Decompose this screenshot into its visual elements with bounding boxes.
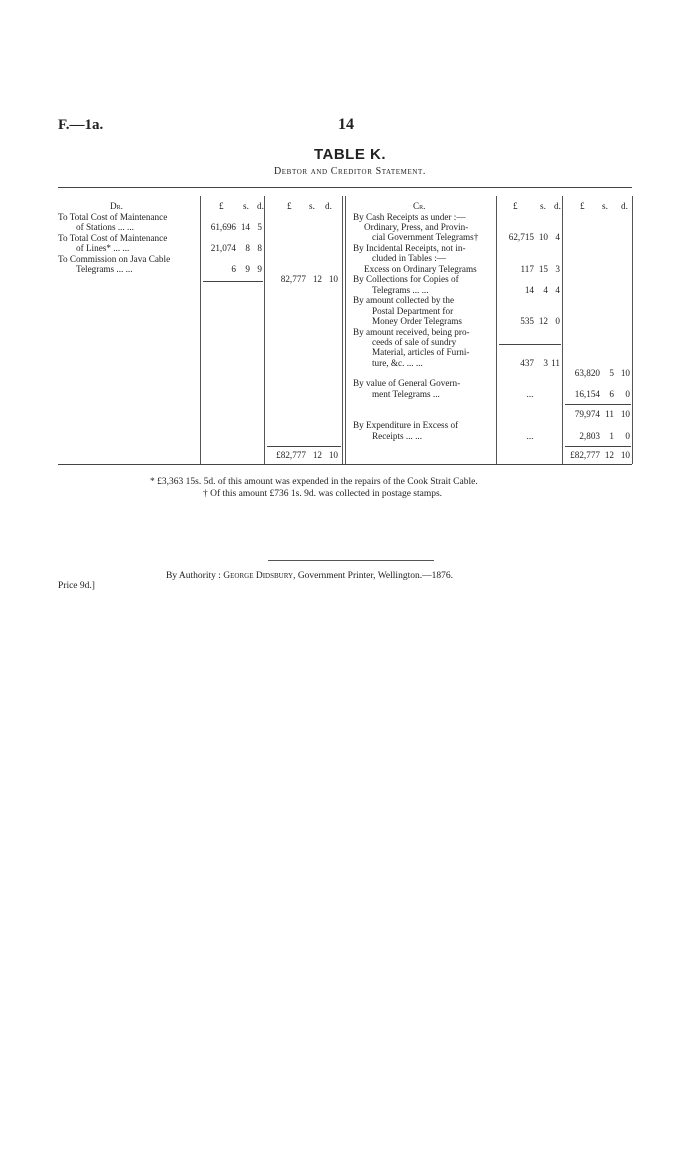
credit-total-shillings-head: s.: [602, 201, 608, 211]
credit-amount-pounds: 62,715: [508, 232, 534, 242]
footnote-stamps: † Of this amount £736 1s. 9d. was collected in postage stamps.: [203, 489, 443, 499]
credit-line: By Cash Receipts as under :—: [353, 212, 466, 222]
debit-amount-pence: 5: [257, 222, 262, 232]
debit-line: To Commission on Java Cable: [58, 254, 171, 264]
debit-subtotal-rule: [203, 281, 263, 282]
credit-line: By Expenditure in Excess of: [353, 420, 459, 430]
col-rule: [632, 196, 633, 464]
debit-amount-shillings: 8: [245, 243, 250, 253]
debit-total-pence-head: d.: [325, 201, 332, 211]
credit-line: By value of General Govern-: [353, 378, 461, 388]
col-rule: [342, 196, 343, 464]
credit-general-gov-pence: 0: [625, 389, 630, 399]
table-subtitle: Debtor and Creditor Statement.: [273, 166, 427, 177]
credit-pounds-head: £: [513, 201, 518, 211]
credit-amount-pence: 4: [555, 232, 560, 242]
credit-amount-pounds: 14: [524, 285, 534, 295]
credit-line: By amount received, being pro-: [353, 327, 470, 337]
credit-amount-shillings: 15: [538, 264, 548, 274]
table-top-rule: [58, 187, 632, 188]
debit-amount-shillings: 9: [245, 264, 250, 274]
debit-pence-head: d.: [257, 201, 264, 211]
debit-shillings-head: s.: [243, 201, 249, 211]
debit-grand-total-pounds: £82,777: [276, 450, 306, 460]
credit-grand-total-pounds: £82,777: [570, 450, 600, 460]
credit-subtotal-shillings: 5: [609, 368, 614, 378]
debit-amount-pounds: 6: [231, 264, 236, 274]
credit-amount-shillings: 3: [543, 358, 548, 368]
credit-line: By Collections for Copies of: [353, 274, 459, 284]
credit-subtotal-pounds: 79,974: [574, 409, 600, 419]
credit-amount-pence: 4: [555, 285, 560, 295]
credit-line: Receipts ... ...: [372, 431, 423, 441]
credit-line: By amount collected by the: [353, 295, 455, 305]
debit-amount-pounds: 21,074: [210, 243, 236, 253]
debit-grand-total-pence: 10: [328, 450, 338, 460]
debit-heading: Dr.: [110, 201, 123, 211]
credit-subtotal-rule: [565, 404, 631, 405]
report-reference: F.—1a.: [58, 117, 104, 133]
credit-line: Telegrams ... ...: [372, 285, 429, 295]
credit-line: Ordinary, Press, and Provin-: [364, 222, 469, 232]
credit-shillings-head: s.: [540, 201, 546, 211]
price: Price 9d.]: [58, 581, 95, 591]
table-bottom-rule: [58, 464, 632, 465]
credit-amount-pounds: 535: [520, 316, 534, 326]
col-rule: [496, 196, 497, 464]
credit-subtotal-pounds: 63,820: [574, 368, 600, 378]
credit-total-pence-head: d.: [621, 201, 628, 211]
credit-general-gov-pounds: 16,154: [574, 389, 600, 399]
credit-subtotal-rule: [499, 344, 561, 345]
credit-excess-pounds: 2,803: [579, 431, 600, 441]
credit-line: Money Order Telegrams: [372, 316, 463, 326]
credit-grand-total-pence: 10: [620, 450, 630, 460]
credit-amount-pounds: 437: [520, 358, 534, 368]
credit-line: ment Telegrams ...: [372, 389, 440, 399]
credit-line: ture, &c. ... ...: [372, 358, 423, 368]
credit-subtotal-pence: 10: [620, 368, 630, 378]
credit-total-pounds-head: £: [580, 201, 585, 211]
debit-total-pounds-head: £: [287, 201, 292, 211]
col-rule: [200, 196, 201, 464]
debit-amount-pence: 8: [257, 243, 262, 253]
credit-line: Material, articles of Furni-: [372, 347, 470, 357]
debit-line: of Stations ... ...: [76, 222, 134, 232]
credit-amount-pounds: 117: [520, 264, 534, 274]
debit-line: of Lines* ... ...: [76, 243, 130, 253]
page-number: 14: [338, 116, 354, 133]
debit-grand-total-shillings: 12: [312, 450, 322, 460]
debit-amount-pounds: 61,696: [210, 222, 236, 232]
credit-amount-shillings: 10: [538, 232, 548, 242]
imprint-prefix: By Authority :: [166, 571, 221, 581]
debit-amount-pence: 9: [257, 264, 262, 274]
credit-line: By Incidental Receipts, not in-: [353, 243, 466, 253]
col-rule: [562, 196, 563, 464]
credit-amount-pence: 3: [555, 264, 560, 274]
table-title: TABLE K.: [313, 146, 387, 163]
debit-pounds-head: £: [219, 201, 224, 211]
credit-line: cial Government Telegrams†: [372, 232, 479, 242]
credit-total-rule: [565, 446, 631, 447]
imprint-suffix: , Government Printer, Wellington.—1876.: [293, 571, 453, 581]
imprint: [166, 571, 453, 581]
imprint-printer: George Didsbury: [223, 571, 294, 581]
credit-pence-head: d.: [554, 201, 561, 211]
imprint-rule: [268, 560, 434, 561]
debit-line: To Total Cost of Maintenance: [58, 212, 168, 222]
col-rule: [345, 196, 346, 464]
credit-amount-shillings: 12: [538, 316, 548, 326]
credit-line: Excess on Ordinary Telegrams: [364, 264, 477, 274]
credit-subtotal-pence: 10: [620, 409, 630, 419]
debit-total-shillings: 12: [312, 274, 322, 284]
debit-line: To Total Cost of Maintenance: [58, 233, 168, 243]
debit-total-pence: 10: [328, 274, 338, 284]
debit-total-rule: [267, 446, 341, 447]
debit-amount-shillings: 14: [240, 222, 250, 232]
credit-grand-total-shillings: 12: [604, 450, 614, 460]
col-rule: [264, 196, 265, 464]
credit-line: ceeds of sale of sundry: [372, 337, 457, 347]
credit-excess-shillings: 1: [609, 431, 614, 441]
credit-amount-shillings: 4: [543, 285, 548, 295]
credit-dots: ...: [526, 431, 534, 441]
credit-subtotal-shillings: 11: [605, 409, 614, 419]
credit-amount-pence: 0: [555, 316, 560, 326]
credit-excess-pence: 0: [625, 431, 630, 441]
credit-dots: ...: [526, 389, 534, 399]
credit-line: Postal Department for: [372, 306, 454, 316]
credit-amount-pence: 11: [551, 358, 560, 368]
credit-general-gov-shillings: 6: [609, 389, 614, 399]
credit-line: cluded in Tables :—: [372, 253, 446, 263]
footnote-cable: * £3,363 15s. 5d. of this amount was expended in the repairs of the Cook Strait Cable.: [150, 477, 478, 487]
debit-total-pounds: 82,777: [280, 274, 306, 284]
debit-total-shillings-head: s.: [309, 201, 315, 211]
credit-heading: Cr.: [413, 201, 426, 211]
debit-line: Telegrams ... ...: [76, 264, 133, 274]
